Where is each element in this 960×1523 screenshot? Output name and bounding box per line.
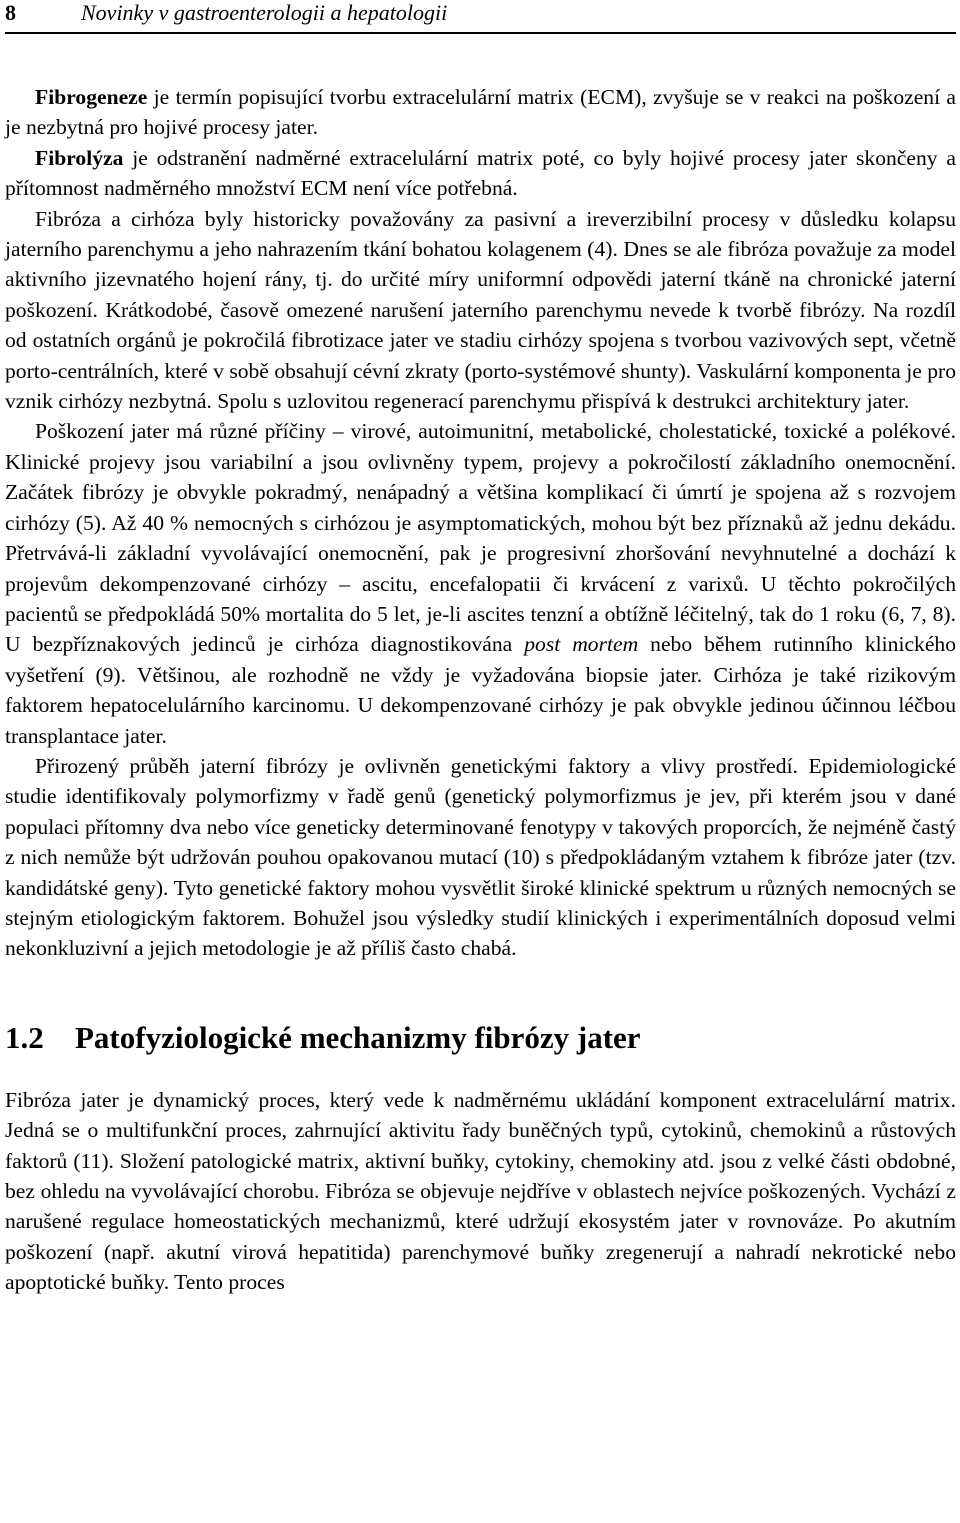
- term-fibrolyza: Fibrolýza: [35, 145, 124, 170]
- italic-post-mortem: post mortem: [524, 632, 639, 657]
- paragraph-prirozeny-prubeh: Přirozený průběh jaterní fibrózy je ovlivněn genetickými faktory a vlivy prostředí. Epidemiologické studie identifikovaly polymorfizmy v řadě genů (genetický polymorfizmus je jev, při kterém jsou v dané populaci přítomny dva nebo více geneticky determinované fenotypy v takových proporcích, že nejméně častý z nich nemůže být udržován pouhou opakovanou mutací (10) s předpokládaným vztahem k fibróze jater (tzv. kandidátské geny). Tyto genetické faktory mohou vysvětlit široké klinické spektrum u různých nemocných se stejným etiologickým faktorem. Bohužel jsou výsledky studií klinických i experimentálních doposud velmi nekonkluzivní a jejich metodologie je až příliš často chabá.: [5, 753, 956, 961]
- page-number: 8: [5, 0, 16, 25]
- section-heading: [5, 1018, 956, 1058]
- paragraph-fibroza-jater: Fibróza jater je dynamický proces, který vede k nadměrnému ukládání komponent extracelulární matrix. Jedná se o multifunkční proces, zahrnující aktivitu řady buněčných typů, cytokinů, chemokinů a růstových faktorů (11). Složení patologické matrix, aktivní buňky, cytokiny, chemokiny atd. jsou z velké části obdobné, bez ohledu na vyvolávající chorobu. Fibróza se objevuje nejdříve v oblastech nejvíce poškozených. Vychází z narušené regulace homeostatických mechanizmů, které udržují ekosystém jater v rovnováze. Po akutním poškození (např. akutní virová hepatitida) parenchymové buňky zregenerují a nahradí nekrotické nebo apoptotické buňky. Tento proces: [5, 1087, 956, 1295]
- section-number: 1.2: [5, 1019, 44, 1055]
- paragraph-poskozeni-jater-part1: Poškození jater má různé příčiny – virové, autoimunitní, metabolické, cholestatické, toxické a polékové. Klinické projevy jsou variabilní a jsou ovlivněny typem, projevy a pokročilostí základního onemocnění. Začátek fibrózy je obvykle pokradmý, nenápadný a většina komplikací či úmrtí je spojena až s rozvojem cirhózy (5). Až 40 % nemocných s cirhózou je asymptomatických, mohou být bez příznaků až jednu dekádu. Přetrvává-li základní vyvolávající onemocnění, pak je progresivní zhoršování nevyhnutelné a dochází k projevům dekompenzované cirhózy – ascitu, encefalopatii či krvácení z varixů. U těchto pokročilých pacientů se předpokládá 50% mortalita do 5 let, je-li ascites tenzní a obtížně léčitelný, tak do 1 roku (6, 7, 8). U bezpříznakových jedinců je cirhóza diagnostikována: [5, 419, 956, 657]
- paragraph-poskozeni-jater: [5, 416, 956, 750]
- term-fibrogeneze: Fibrogeneze: [35, 85, 148, 109]
- paragraph-fibrolyza: [5, 143, 956, 204]
- section-pathophysiology: [5, 1085, 956, 1298]
- paragraph-fibrolyza-text: je odstranění nadměrné extracelulární matrix poté, co byly hojivé procesy jater skončeny a přítomnost nadměrného množství ECM není více potřebná.: [5, 145, 956, 201]
- paragraph-fibrogeneze: [5, 82, 956, 143]
- journal-title: Novinky v gastroenterologii a hepatologii: [81, 0, 448, 25]
- running-header: [5, 0, 956, 34]
- section-title: Patofyziologické mechanizmy fibrózy jater: [75, 1019, 641, 1055]
- section-fibrogenesis: [5, 82, 956, 964]
- paragraph-fibroza-cirhoza: Fibróza a cirhóza byly historicky považovány za pasivní a ireverzibilní procesy v důsledku kolapsu jaterního parenchymu a jeho nahrazením tkání bohatou kolagenem (4). Dnes se ale fibróza považuje za model aktivního jizevnatého hojení rány, tj. do určité míry uniformní odpovědi jaterní tkáně na chronické jaterní poškození. Krátkodobé, časově omezené narušení jaterního parenchymu nevede k tvorbě fibrózy. Na rozdíl od ostatních orgánů je pokročilá fibrotizace jater ve stadiu cirhózy spojena s tvorbou vazivových sept, včetně porto-centrálních, které v sobě obsahují cévní zkraty (porto-systémové shunty). Vaskulární komponenta je pro vznik cirhózy nezbytná. Spolu s uzlovitou regenerací parenchymu přispívá k destrukci architektury jater.: [5, 206, 956, 414]
- paragraph-fibrogeneze-text: je termín popisující tvorbu extracelulární matrix (ECM), zvyšuje se v reakci na poškození a je nezbytná pro hojivé procesy jater.: [5, 85, 956, 140]
- paragraph-poskozeni-jater-part2: nebo během rutinního klinického vyšetření (9). Většinou, ale rozhodně ne vždy je vyžadována biopsie jater. Cirhóza je také rizikovým faktorem hepatocelulárního karcinomu. U dekompenzované cirhózy je pak obvykle jedinou účinnou léčbou transplantace jater.: [5, 632, 956, 748]
